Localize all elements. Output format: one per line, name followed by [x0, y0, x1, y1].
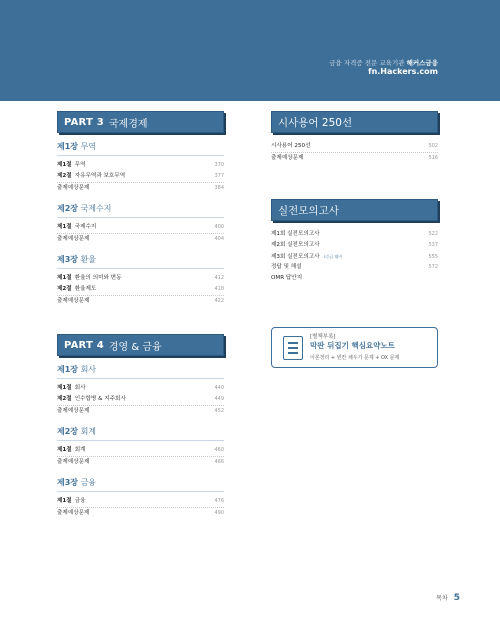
page-number: 418 [214, 286, 224, 292]
toc-row[interactable]: 출제예상문제 516 [271, 152, 438, 163]
page-number: 502 [428, 143, 438, 149]
page-number: 555 [428, 254, 438, 260]
toc-row[interactable]: OMR 답안지 [271, 275, 303, 281]
page-number: 452 [214, 408, 224, 414]
toc-row[interactable]: 제1회 실전모의고사 522 [271, 229, 438, 240]
page-number: 412 [214, 275, 224, 281]
chapter-title: 제2장 국제수지 [57, 203, 224, 218]
part4-header [57, 334, 224, 356]
toc-row[interactable]: 시사용어 250선 502 [271, 141, 438, 152]
page-number: 522 [428, 231, 438, 237]
page-number: 400 [214, 224, 224, 230]
toc-row[interactable]: 출제예상문제 422 [57, 295, 224, 306]
toc-row[interactable]: 출제예상문제 452 [57, 405, 224, 416]
toc-row[interactable]: 제2회 실전모의고사 537 [271, 240, 438, 251]
toc-row[interactable]: 제1절 회사 440 [57, 383, 224, 394]
chapter-title: 제3장 금융 [57, 477, 224, 492]
promo-description: 이론정리 + 빈칸 채우기 문제 + OX 문제 [310, 355, 400, 361]
chapter [57, 254, 224, 306]
toc-row[interactable]: 정답 및 해설 572 [271, 262, 438, 273]
page-number: 422 [214, 298, 224, 304]
toc-row[interactable]: 출제예상문제 490 [57, 507, 224, 518]
page-footer [436, 593, 460, 603]
page-number: 449 [214, 396, 224, 402]
mock-section [271, 199, 438, 284]
toc-row[interactable]: 제2절 자유무역과 보호무역 377 [57, 171, 224, 182]
terms-header [271, 111, 438, 133]
header-banner [0, 0, 500, 101]
toc-row[interactable]: 제1절 회계 460 [57, 445, 224, 456]
part4-section [57, 334, 224, 528]
page-number: 466 [214, 459, 224, 465]
footer-page-number: 5 [453, 593, 460, 603]
promo-kicker: [별책부록] [310, 334, 336, 340]
chapter-title: 제2장 회계 [57, 426, 224, 441]
part4-title: 경영 & 금융 [108, 341, 162, 353]
chapter [57, 141, 224, 193]
toc-row[interactable]: 제1절 무역 370 [57, 160, 224, 171]
chapter [57, 477, 224, 518]
terms-section [271, 111, 438, 163]
mock-title: 실전모의고사 [278, 204, 339, 217]
chapter-title: 제1장 회사 [57, 364, 224, 379]
part3-section [57, 111, 224, 316]
part3-header [57, 111, 224, 133]
chapter [57, 426, 224, 467]
page-number: 404 [214, 236, 224, 242]
header-tagline-line [329, 58, 438, 67]
page-number: 460 [214, 447, 224, 453]
toc-row[interactable]: 출제예상문제 404 [57, 233, 224, 244]
notebook-icon [283, 336, 303, 360]
terms-title: 시사용어 250선 [278, 116, 353, 129]
chapter-title: 제1장 무역 [57, 141, 224, 156]
part3-number: PART 3 [64, 116, 104, 128]
mock-header [271, 199, 438, 221]
header-brand: 해커스금융 [406, 59, 438, 67]
chapter [57, 364, 224, 416]
grade-tag: 1등급 대비 [323, 254, 342, 259]
footer-label: 목차 [436, 595, 448, 602]
page-number: 440 [214, 385, 224, 391]
toc-row[interactable]: 제3회 실전모의고사 1등급 대비 555 [271, 251, 438, 262]
page-number: 490 [214, 510, 224, 516]
page-number: 370 [214, 162, 224, 168]
page-number: 537 [428, 242, 438, 248]
toc-row[interactable]: 출제예상문제 384 [57, 182, 224, 193]
part4-number: PART 4 [64, 339, 104, 351]
page-number: 572 [428, 264, 438, 270]
toc-row[interactable]: 제1절 금융 476 [57, 496, 224, 507]
toc-row[interactable]: 제1절 환율의 의미와 변동 412 [57, 273, 224, 284]
part3-title: 국제경제 [108, 118, 148, 130]
page-number: 377 [214, 173, 224, 179]
page-number: 516 [428, 155, 438, 161]
toc-row[interactable]: 제2절 환율제도 418 [57, 284, 224, 295]
chapter [57, 203, 224, 244]
toc-row[interactable]: 제1절 국제수지 400 [57, 222, 224, 233]
chapter-title: 제3장 환율 [57, 254, 224, 269]
toc-row[interactable]: 출제예상문제 466 [57, 456, 224, 467]
page-number: 476 [214, 498, 224, 504]
toc-row[interactable]: 제2절 인수합병 & 지주회사 449 [57, 394, 224, 405]
header-url: fn.Hackers.com [368, 67, 438, 76]
header-tagline: 금융 자격증 전문 교육기관 [329, 59, 405, 67]
appendix-promo-box[interactable] [271, 327, 438, 368]
promo-title: 막판 뒤집기 핵심요약노트 [310, 341, 395, 350]
page-number: 384 [214, 185, 224, 191]
